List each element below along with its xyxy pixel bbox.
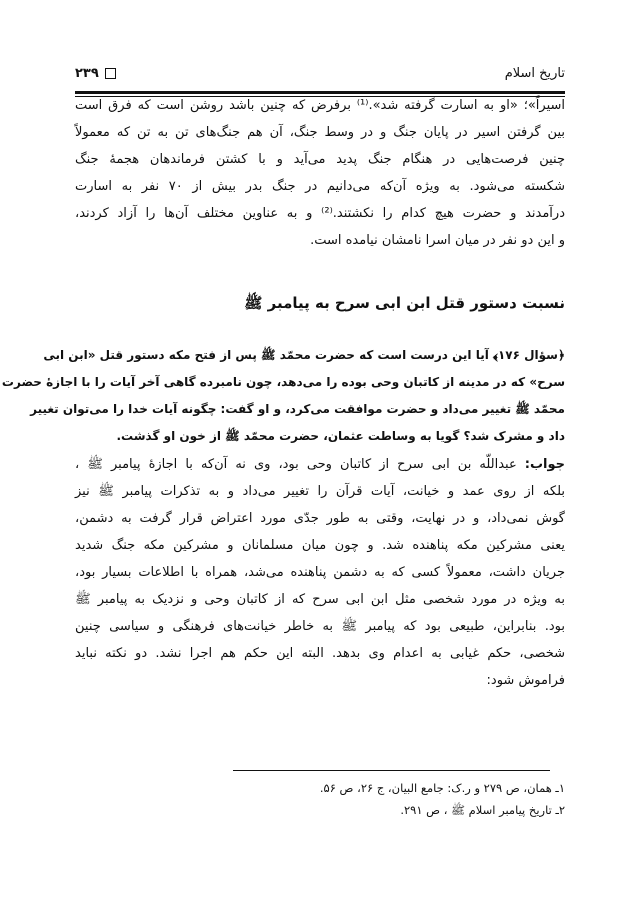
running-header (75, 66, 565, 88)
book-title: تاریخ اسلام (504, 66, 565, 81)
text-line: بود. بنابراین، طبیعی بود که پیامبر ﷺ به خاطر خیانت‌های فرهنگی و سیاسی چنین (75, 619, 565, 634)
question-text: آیا این درست است که حضرت محمّد ﷺ پس از فتح مکه دستور قتل «ابن ابی (43, 348, 489, 362)
text-line: جریان داشت، معمولاً کسی که به دشمن پناهنده می‌شد، همراه با اطلاعات بسیار بود، (75, 565, 565, 580)
text-line (75, 451, 565, 478)
text-line: گوش نمی‌داد، و در نهایت، وقتی به طور جدّی مورد اعتراض قرار گرفت به دشمن، (75, 511, 565, 526)
question-label: ﴿سؤال ۱۷۶﴾ (493, 348, 565, 362)
footnote-2: ۲ـ تاریخ پیامبر اسلام ﷺ ، ص ۲۹۱. (400, 803, 565, 817)
text-line: و این دو نفر در میان اسرا نامشان نیامده است. (310, 233, 565, 248)
text-line: سرح» که در مدینه از کاتبان وحی بوده را می‌دهد، چون نامبرده گاهی آخر آیات را با اجازهٔ حضرت (1, 375, 565, 389)
text-line: درآمدند و حضرت هیچ کدام را نکشتند.⁽²⁾ و به عناوین مختلف آن‌ها را آزاد کردند، (75, 206, 565, 221)
answer-label: جواب: (524, 457, 565, 472)
square-icon (105, 68, 116, 79)
text-line: بلکه از روی عمد و خیانت، آیات قرآن را تغییر می‌داد و به تذکرات پیامبر ﷺ نیز (75, 484, 565, 499)
text-line: بین گرفتن اسیر در پایان جنگ و در وسط جنگ، آن هم جنگ‌های تن به تن که معمولاً (75, 125, 565, 140)
text-line: اسیراً»؛ «او به اسارت گرفته شد».⁽¹⁾ برفرض که چنین باشد روشن است که فرق است (75, 98, 565, 113)
text-line: یعنی مشرکین مکه پناهنده شد. و چون میان مسلمانان و مشرکین مکه جنگ شدید (75, 538, 565, 553)
text-line: به ویژه در مورد شخصی مثل ابن ابی سرح که از کاتبان وحی و نزدیک به پیامبر ﷺ (75, 592, 565, 607)
text-line: محمّد ﷺ تغییر می‌داد و حضرت موافقت می‌کرد، و او گفت: چگونه آیات خدا را می‌توان تغییر (30, 402, 565, 416)
answer-paragraph (75, 451, 565, 694)
intro-paragraph (75, 92, 565, 254)
footnote-1: ۱ـ همان، ص ۲۷۹ و ر.ک: جامع البیان، ج ۲۶، ص ۵۶. (319, 781, 565, 795)
text-line: شخصی، حکم غیابی به اعدام وی بدهد. البته این حکم هم اجرا نشد. دو نکته نباید (75, 646, 565, 661)
footnote-rule (233, 770, 550, 771)
question-paragraph (1, 342, 565, 450)
answer-text: عبداللّه بن ابی سرح از کاتبان وحی بود، وی نه آن‌که با اجازهٔ پیامبر ﷺ ، (75, 457, 525, 472)
text-line: داد و مشرک شد؟ گویا به وساطت عثمان، حضرت محمّد ﷺ از خون او گذشت. (116, 429, 565, 443)
page-number-text: ۲۳۹ (75, 66, 99, 81)
section-heading: نسبت دستور قتل ابن ابی سرح به پیامبر ﷺ (244, 294, 565, 312)
text-line: چنین فرصت‌هایی در هنگام جنگ پدید می‌آید و با کشتن فرماندهان هجمهٔ جنگ (75, 152, 565, 167)
text-line (43, 342, 565, 369)
text-line: فراموش شود: (486, 673, 565, 688)
page-number (75, 66, 116, 81)
text-line: شکسته می‌شود. به ویژه آن‌که می‌دانیم در جنگ بدر بیش از ۷۰ نفر به اسارت (75, 179, 565, 194)
